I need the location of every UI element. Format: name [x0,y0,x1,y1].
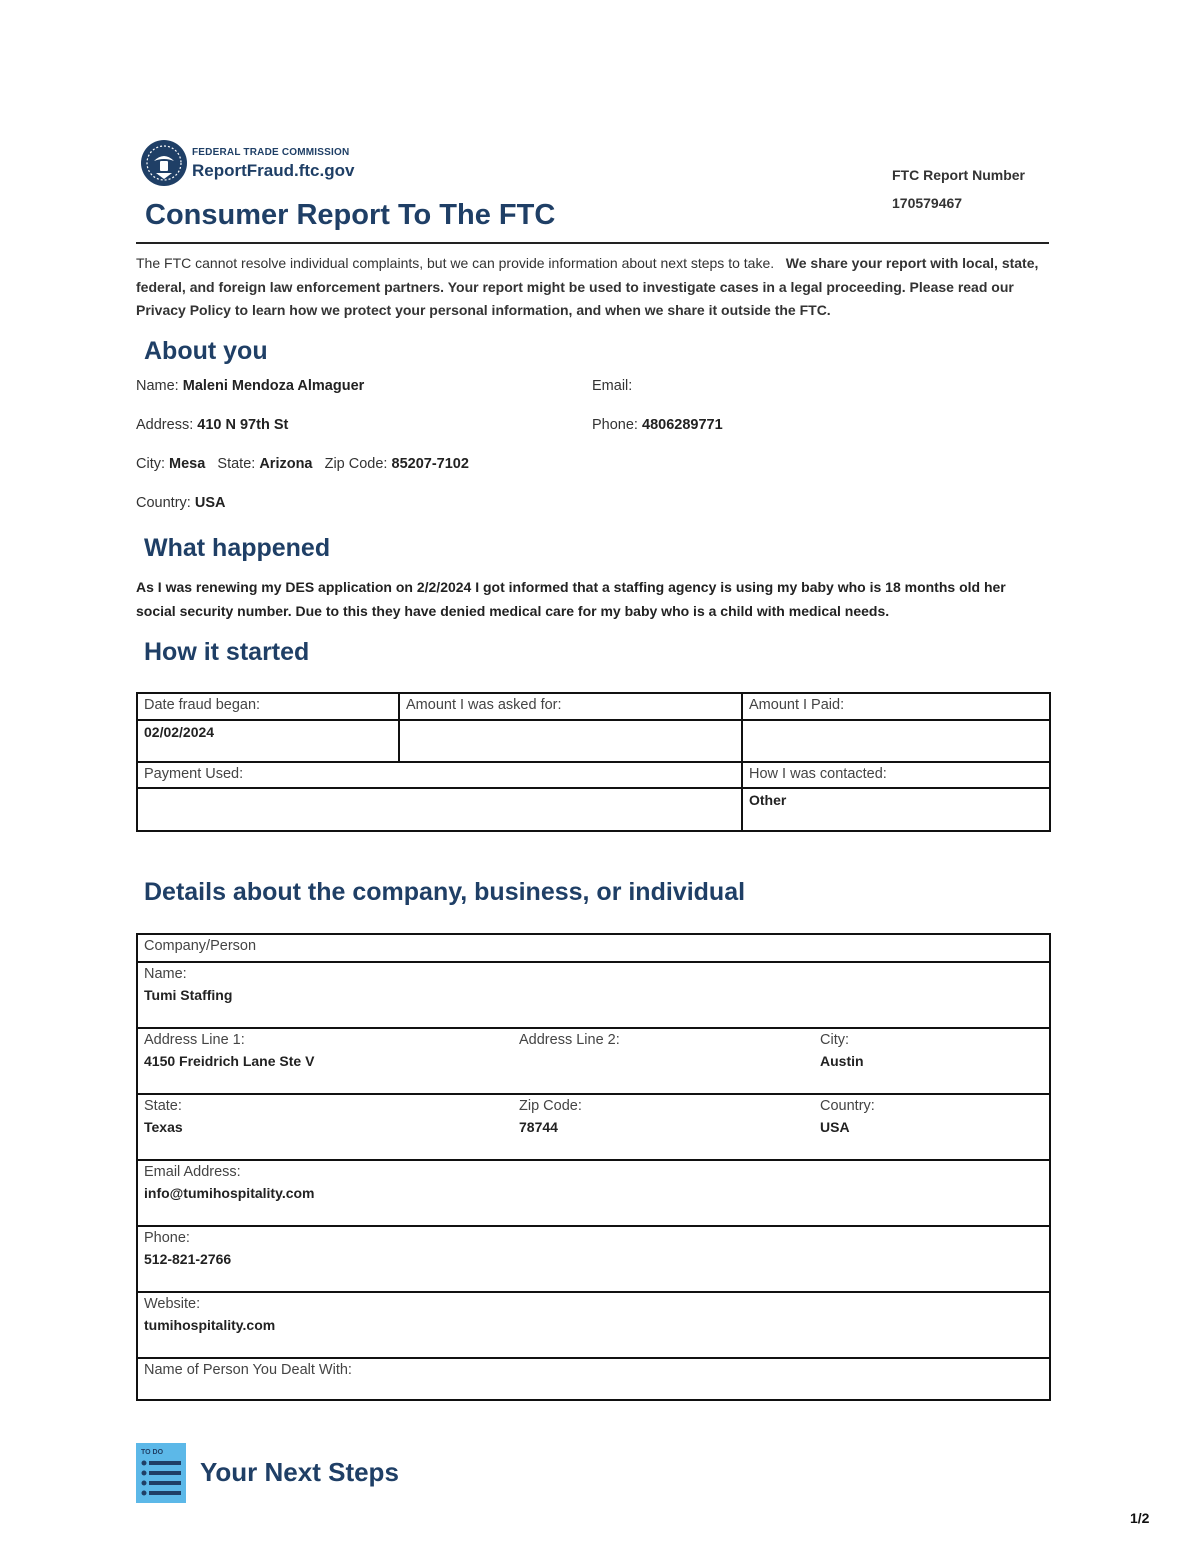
company-state-cell: State: Texas [137,1094,513,1160]
how-started-table [136,692,1051,832]
about-phone: Phone: 4806289771 [592,417,723,433]
svg-text:TO DO: TO DO [141,1449,164,1456]
amount-paid-value [742,720,1050,762]
payment-used-label: Payment Used: [137,762,742,788]
company-country-cell: Country: USA [814,1094,1050,1160]
company-zip-cell: Zip Code: 78744 [513,1094,814,1160]
site-name[interactable]: ReportFraud.ftc.gov [192,161,355,180]
date-began-value: 02/02/2024 [137,720,399,762]
company-name-cell: Name: Tumi Staffing [137,962,1050,1028]
intro-bold: We share your report with local, state, federal, and foreign law enforcement partners. Your report might be used to investigate cases in a legal proceeding. Please read our Privacy Policy to learn how we protect your personal information, and when we share it outside the FTC. [136,255,1039,318]
company-person-cell: Name of Person You Dealt With: [137,1358,1050,1400]
report-number-label: FTC Report Number [892,167,1025,183]
about-country: Country: USA [136,495,226,511]
amount-paid-label: Amount I Paid: [742,693,1050,720]
agency-name: FEDERAL TRADE COMMISSION [192,147,350,158]
company-address1-cell: Address Line 1: 4150 Freidrich Lane Ste V [137,1028,513,1094]
page-number: 1/2 [1130,1510,1150,1526]
todo-list-icon [136,1443,186,1503]
amount-asked-label: Amount I was asked for: [399,693,742,720]
company-phone-cell: Phone: 512-821-2766 [137,1226,1050,1292]
date-began-label: Date fraud began: [137,693,399,720]
about-address: Address: 410 N 97th St [136,417,289,433]
contacted-value: Other [742,788,1050,831]
ftc-seal-icon [140,139,188,187]
company-city-cell: City: Austin [814,1028,1050,1094]
about-name: Name: Maleni Mendoza Almaguer [136,378,365,394]
company-email-cell: Email Address: info@tumihospitality.com [137,1160,1050,1226]
what-happened-text: As I was renewing my DES application on 2/2/2024 I got informed that a staffing agency is using my baby who is 18 months old her social security number. Due to this they have denied medical care for my baby who is a child with medical needs. [136,579,1006,619]
company-heading: Details about the company, business, or individual [144,878,746,906]
about-city-state-zip: City: Mesa State: Arizona Zip Code: 85207-7102 [136,456,469,472]
what-happened-heading: What happened [144,534,331,562]
company-section-label: Company/Person [137,934,1050,962]
intro-plain: The FTC cannot resolve individual complaints, but we can provide information about next steps to take. [136,255,775,271]
payment-used-value [137,788,742,831]
report-number: 170579467 [892,195,963,211]
amount-asked-value [399,720,742,762]
title-divider [136,242,1049,244]
page-title: Consumer Report To The FTC [145,199,556,231]
how-started-heading: How it started [144,638,310,666]
about-heading: About you [144,337,268,365]
next-steps-heading: Your Next Steps [200,1457,399,1487]
company-address2-cell: Address Line 2: [513,1028,814,1094]
about-email: Email: [592,378,633,394]
contacted-label: How I was contacted: [742,762,1050,788]
intro-text [136,252,1049,323]
company-table [136,933,1051,1401]
company-website-cell: Website: tumihospitality.com [137,1292,1050,1358]
